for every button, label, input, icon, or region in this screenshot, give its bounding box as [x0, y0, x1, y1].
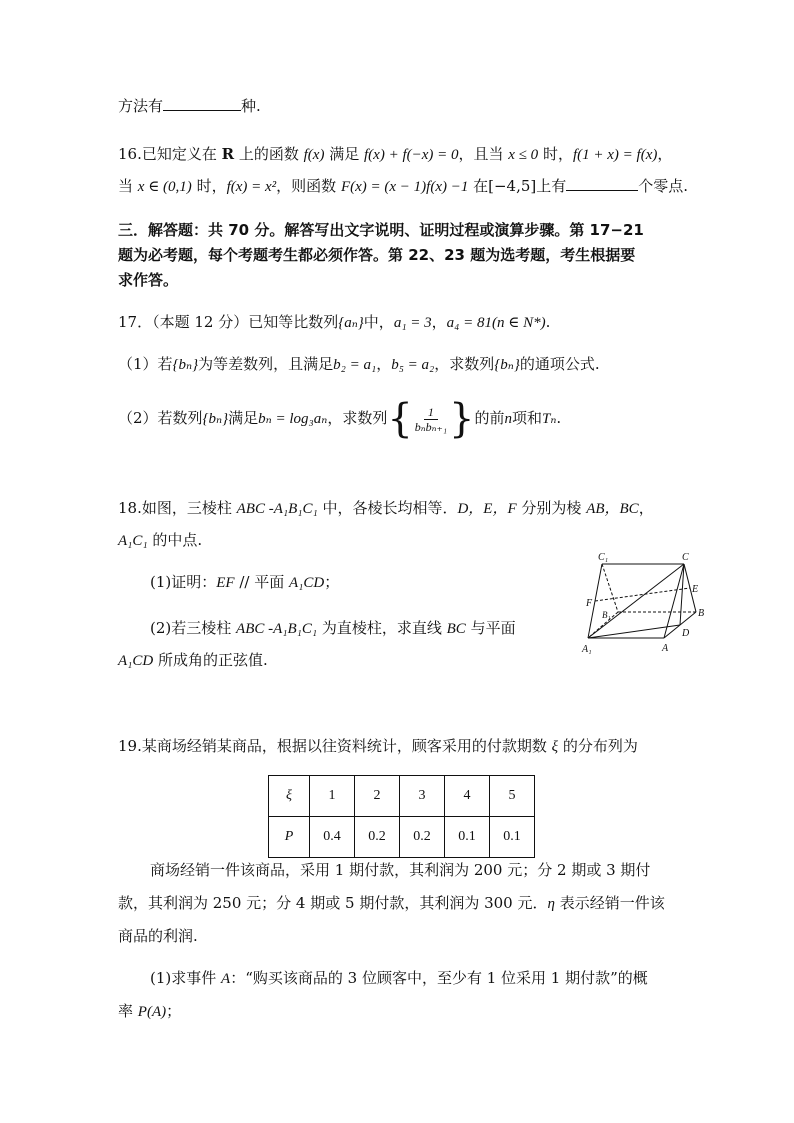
- q19-part1-line2: 率 P(A)；: [118, 1002, 182, 1020]
- q19-para1: 商场经销一件该商品，采用 1 期付款，其利润为 200 元；分 2 期或 3 期付: [150, 861, 651, 879]
- q19-para3: 商品的利润.: [118, 927, 198, 945]
- q16-line2: 当 x ∈ (0,1) 时，f(x) = x²，则函数 F(x) = (x − 1)f(x) −1 在[−4,5]上有 个零点.: [118, 177, 689, 195]
- q18-line2: A₁C₁ 的中点.: [118, 531, 203, 549]
- q16-line1: 16.已知定义在 R 上的函数 f(x) 满足 f(x) + f(−x) = 0，且当 x ≤ 0 时，f(1 + x) = f(x)，: [118, 145, 673, 163]
- q19-part1-line1: (1)求事件 A：“购买该商品的 3 位顾客中，至少有 1 位采用 1 期付款”的概: [150, 969, 648, 987]
- label-c: C: [682, 552, 689, 563]
- q17-part1: （1）若{bₙ}为等差数列，且满足b₂ = a₁，b₅ = a₂，求数列{bₙ}的通项公式.: [118, 355, 600, 373]
- q18-part2-cont: A₁CD 所成角的正弦值.: [118, 651, 268, 669]
- q18-part2: (2)若三棱柱 ABC -A₁B₁C₁ 为直棱柱，求直线 BC 与平面: [150, 619, 516, 637]
- distribution-table: [268, 775, 535, 858]
- label-e: E: [692, 584, 699, 595]
- answer-blank: [566, 176, 638, 191]
- label-a1: A₁: [582, 644, 592, 655]
- label-c1: C₁: [598, 552, 609, 563]
- label-f: F: [586, 598, 593, 609]
- section3-line2: 题为必考题，每个考题考生都必须作答。第 22、23 题为选考题，考生根据要: [118, 246, 636, 264]
- q15-tail: 方法有 种.: [118, 97, 261, 115]
- label-b1: B₁: [602, 610, 611, 620]
- q19-para2: 款，其利润为 250 元；分 4 期或 5 期付款，其利润为 300 元．η 表示经销一件该: [118, 894, 665, 912]
- q18-line1: 18.如图，三棱柱 ABC -A₁B₁C₁ 中，各棱长均相等．D，E，F 分别为棱 AB，BC，: [118, 499, 654, 517]
- label-d: D: [682, 628, 690, 639]
- answer-blank: [163, 96, 241, 111]
- table-row: P 0.4 0.2 0.2 0.1 0.1: [269, 817, 535, 858]
- label-b: B: [698, 608, 705, 619]
- q17-part2: （2）若数列{bₙ}满足bₙ = log₃aₙ，求数列{ $\frac{1}{\text{bₙbₙ₊₁}}$ }的前n项和Tₙ.: [118, 396, 562, 442]
- table-row: ξ 1 2 3 4 5: [269, 776, 535, 817]
- section3-line1: 三．解答题：共 70 分。解答写出文字说明、证明过程或演算步骤。第 17−21: [118, 221, 644, 239]
- q19-line1: 19.某商场经销某商品，根据以往资料统计，顾客采用的付款期数 ξ 的分布列为: [118, 737, 638, 755]
- section3-line3: 求作答。: [118, 271, 179, 289]
- fraction: $\frac{1}{\text{bₙbₙ₊₁}}$: [414, 404, 448, 434]
- prism-figure: [578, 548, 718, 660]
- q17-head: 17．（本题 12 分）已知等比数列{aₙ}中，a₁ = 3，a₄ = 81(n ∈ N*).: [118, 313, 551, 331]
- label-a: A: [662, 643, 669, 654]
- q18-part1: (1)证明：EF // 平面 A₁CD；: [150, 573, 340, 591]
